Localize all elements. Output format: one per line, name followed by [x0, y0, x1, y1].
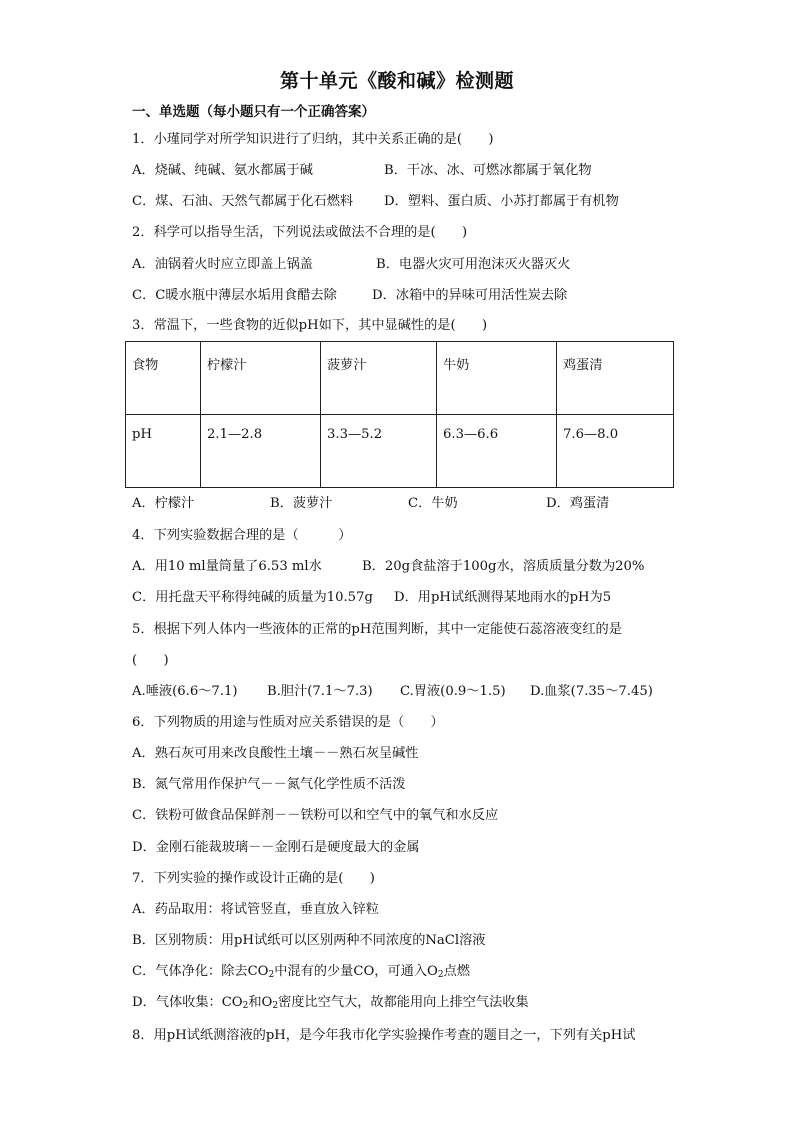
q8-stem: 8．用pH试纸测溶液的pH，是今年我市化学实验操作考查的题目之一，下列有关pH试	[132, 1028, 636, 1043]
ph-table-cell: 6.3—6.6	[437, 415, 557, 488]
q7-option-c-text: 中混有的少量CO，可通入O	[274, 964, 438, 979]
ph-table-cell: 2.1—2.8	[201, 415, 321, 488]
ph-table-cell: pH	[126, 415, 201, 488]
ph-table	[125, 341, 674, 488]
q7-option-d	[132, 993, 732, 1013]
q3-option-b: B．菠萝汁	[270, 496, 333, 511]
q7-option-a: A．药品取用：将试管竖直，垂直放入锌粒	[132, 902, 379, 917]
q7-stem: 7．下列实验的操作或设计正确的是( )	[132, 871, 375, 886]
page-title: 第十单元《酸和碱》检测题	[279, 70, 514, 92]
q7-option-c	[132, 962, 732, 982]
q3-option-a: A．柠檬汁	[132, 496, 195, 511]
q2-option-b: B．电器火灾可用泡沫灭火器灭火	[376, 257, 571, 272]
q1-stem: 1．小瑾同学对所学知识进行了归纳，其中关系正确的是( )	[132, 132, 494, 147]
q2-stem: 2．科学可以指导生活，下列说法或做法不合理的是( )	[132, 225, 468, 240]
q3-stem: 3．常温下，一些食物的近似pH如下，其中显碱性的是( )	[132, 318, 488, 333]
q6-option-a: A．熟石灰可用来改良酸性土壤－－熟石灰呈碱性	[132, 746, 419, 761]
q5-option-a: A.唾液(6.6～7.1)	[132, 684, 238, 699]
q5-option-c: C.胃液(0.9～1.5)	[400, 684, 506, 699]
ph-table-cell: 鸡蛋清	[557, 342, 674, 415]
q7-option-d-text: D．气体收集：CO	[132, 995, 243, 1010]
q5-stem-blank: ( )	[132, 653, 169, 668]
q4-option-d: D．用pH试纸测得某地雨水的pH为5	[394, 590, 612, 605]
ph-table-cell: 7.6—8.0	[557, 415, 674, 488]
q7-option-d-text: 密度比空气大，故都能用向上排空气法收集	[278, 995, 529, 1010]
subscript: 2	[242, 1001, 249, 1011]
subscript: 2	[437, 970, 444, 980]
ph-table-cell: 3.3—5.2	[321, 415, 437, 488]
q3-option-c: C．牛奶	[408, 496, 458, 511]
q6-option-c: C．铁粉可做食品保鲜剂－－铁粉可以和空气中的氧气和水反应	[132, 808, 499, 823]
q7-option-d-text: 和O	[248, 995, 273, 1010]
q7-option-b: B．区别物质：用pH试纸可以区别两种不同浓度的NaCl溶液	[132, 933, 486, 948]
ph-table-cell: 柠檬汁	[201, 342, 321, 415]
subscript: 2	[268, 970, 275, 980]
q5-stem: 5．根据下列人体内一些液体的正常的pH范围判断，其中一定能使石蕊溶液变红的是	[132, 622, 622, 637]
ph-table-cell: 菠萝汁	[321, 342, 437, 415]
q4-option-c: C．用托盘天平称得纯碱的质量为10.57g	[132, 590, 373, 605]
q1-option-d: D．塑料、蛋白质、小苏打都属于有机物	[384, 194, 619, 209]
section-heading: 一、单选题（每小题只有一个正确答案）	[132, 104, 375, 120]
q2-option-d: D．冰箱中的异味可用活性炭去除	[372, 288, 568, 303]
q5-option-b: B.胆汁(7.1～7.3)	[267, 684, 373, 699]
q7-option-c-text: C．气体净化：除去CO	[132, 964, 269, 979]
q1-option-b: B．干冰、冰、可燃冰都属于氧化物	[384, 163, 592, 178]
q5-option-d: D.血浆(7.35～7.45)	[530, 684, 653, 699]
q2-option-c: C．C暖水瓶中薄层水垢用食醋去除	[132, 288, 337, 303]
q1-option-c: C．煤、石油、天然气都属于化石燃料	[132, 194, 354, 209]
subscript: 2	[272, 1001, 279, 1011]
q4-option-a: A．用10 ml量筒量了6.53 ml水	[132, 559, 322, 574]
q4-option-b: B．20g食盐溶于100g水，溶质质量分数为20%	[362, 559, 645, 574]
q6-stem: 6．下列物质的用途与性质对应关系错误的是（ ）	[132, 715, 444, 730]
q3-option-d: D．鸡蛋清	[546, 496, 610, 511]
q6-option-b: B．氮气常用作保护气－－氮气化学性质不活泼	[132, 777, 406, 792]
q1-option-a: A．烧碱、纯碱、氨水都属于碱	[132, 163, 313, 178]
ph-table-data-row	[126, 415, 674, 488]
q6-option-d: D．金刚石能裁玻璃－－金刚石是硬度最大的金属	[132, 840, 420, 855]
ph-table-cell: 食物	[126, 342, 201, 415]
q2-option-a: A．油锅着火时应立即盖上锅盖	[132, 257, 313, 272]
q7-option-c-text: 点燃	[443, 964, 470, 979]
ph-table-cell: 牛奶	[437, 342, 557, 415]
ph-table-header-row	[126, 342, 674, 415]
q4-stem: 4．下列实验数据合理的是（ ）	[132, 528, 352, 543]
